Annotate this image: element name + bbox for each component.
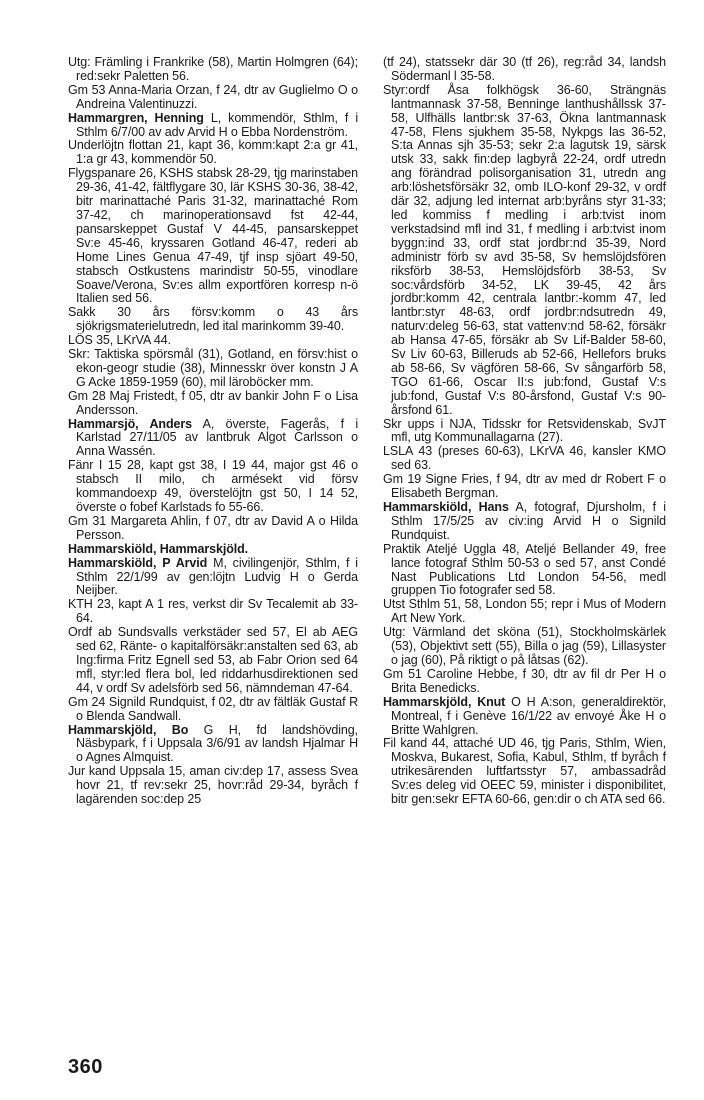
entry-text: Utst Sthlm 51, 58, London 55; repr i Mus of Modern Art New York. bbox=[383, 597, 666, 626]
entry-text: Ordf ab Sundsvalls verkstäder sed 57, El ab AEG sed 62, Ränte- o kapitalförsäkr:anstalten sed 63, ab Ing:firma Fritz Egnell sed 53, ab Fabr Orion sed 64 mfl, styr:led flera bol, led riddarhusdirektionen sed 44, v ordf Sv adelsförb sed 56, nämndeman 47-64. bbox=[68, 625, 358, 695]
entry-paragraph bbox=[68, 459, 358, 515]
entry-paragraph bbox=[68, 167, 358, 306]
entry-text: KTH 23, kapt A 1 res, verkst dir Sv Tecalemit ab 33-64. bbox=[68, 597, 358, 626]
entry-paragraph bbox=[383, 626, 666, 668]
entry-text: L, kommendör, Sthlm, f i Sthlm 6/7/00 av adv Arvid H o Ebba Nordenström. bbox=[76, 110, 359, 139]
entry-paragraph bbox=[383, 737, 666, 807]
entry-text: LSLA 43 (preses 60-63), LKrVA 46, kansler KMO sed 63. bbox=[383, 444, 666, 473]
entry-paragraph bbox=[68, 557, 358, 599]
entry-text: Gm 24 Signild Rundquist, f 02, dtr av fältläk Gustaf R o Blenda Sandwall. bbox=[68, 694, 358, 723]
left-column bbox=[68, 56, 358, 807]
entry-surname: Hammarskjöld, bbox=[383, 694, 478, 709]
entry-paragraph bbox=[68, 306, 358, 334]
entry-text: Praktik Ateljé Uggla 48, Ateljé Bellander 49, free lance fotograf Sthlm 50-53 o sed 57, anst Condé Nast Publications Ltd London 54-56, medl gruppen Tio fotografer sed 58. bbox=[383, 541, 666, 598]
entry-surname: Hammarskiöld, bbox=[68, 555, 163, 570]
entry-text: O H A:son, generaldirektör, Montreal, f i Genève 16/1/22 av envoyé Åke H o Britte Wahlgren. bbox=[391, 694, 666, 737]
entry-text: Flygspanare 26, KSHS stabsk 28-29, tjg marinstaben 29-36, 41-42, fältflygare 30, lär KSHS 30-36, 38-42, bitr marinattaché Paris 31-32, marinattaché Rom 37-42, ch marinoperationsavd fst 42-44, pansarskeppet Gustaf V 44-45, pansarskeppet Sv:e 45-46, kryssaren Gotland 46-47, rederi ab Home Lines Genua 47-49, tjf insp sjöart 49-50, stabsch Ostkustens marindistr 50-55, vinodlare Soave/Verona, Sv:es allm exportfören korresp n-ö Italien sed 56. bbox=[68, 166, 358, 306]
entry-paragraph bbox=[383, 84, 666, 418]
entry-paragraph bbox=[68, 626, 358, 696]
entry-text: Gm 28 Maj Fristedt, f 05, dtr av bankir John F o Lisa Andersson. bbox=[68, 388, 358, 417]
entry-paragraph bbox=[68, 56, 358, 84]
entry-text: M, civilingenjör, Sthlm, f i Sthlm 22/1/99 av gen:löjtn Ludvig H o Gerda Neijber. bbox=[76, 555, 358, 598]
entry-surname: Hammarsjö, bbox=[68, 416, 150, 431]
entry-text: Skr upps i NJA, Tidsskr for Retsvidenskab, SvJT mfl, utg Kommunallagarna (27). bbox=[383, 416, 666, 445]
entry-surname: Hammarskiöld, Hammarskjöld. bbox=[68, 541, 249, 556]
entry-surname: Hammarskiöld, bbox=[383, 500, 479, 514]
entry-text: Sakk 30 års försv:komm o 43 års sjökrigsmaterielutredn, led ital marinkomm 39-40. bbox=[68, 305, 358, 334]
entry-text: A, överste, Fagerås, f i Karlstad 27/11/05 av lantbruk Algot Carlsson o Anna Wassén. bbox=[76, 416, 359, 459]
entry-text: Fil kand 44, attaché UD 46, tjg Paris, Sthlm, Wien, Moskva, Bukarest, Sofia, Kabul, Sthlm, tf byråch f utrikesärenden luftfartsstyr 57, ambassadråd Sv:es deleg vid OEEC 59, minister i disponibilitet, bitr gen:sekr EFTA 60-66, gen:dir o ch ATA sed 66. bbox=[383, 736, 666, 807]
entry-given-name: Bo bbox=[171, 722, 189, 737]
entry-given-name: P Arvid bbox=[162, 555, 208, 570]
entry-text: LÖS 35, LKrVA 44. bbox=[68, 333, 171, 348]
entry-text: Utg: Värmland det sköna (51), Stockholmskärlek (53), Objektivt sett (55), Billa o jag (59), Lillasyster o jag (60), På riktigt o på låtsas (62). bbox=[383, 625, 666, 667]
entry-paragraph bbox=[68, 515, 358, 543]
entry-paragraph bbox=[68, 418, 358, 460]
entry-paragraph bbox=[383, 56, 666, 84]
entry-text: Skr: Taktiska spörsmål (31), Gotland, en försv:hist o ekon-geogr studie (38), Minnesskr över konstn J A G Acke 1859-1959 (60), mil läroböcker mm. bbox=[68, 347, 358, 389]
entry-text: G H, fd landshövding, Näsbypark, f i Uppsala 3/6/91 av landsh Hjalmar H o Agnes Almquist. bbox=[76, 722, 358, 765]
entry-text: Gm 19 Signe Fries, f 94, dtr av med dr Robert F o Elisabeth Bergman. bbox=[383, 472, 666, 501]
entry-paragraph bbox=[68, 348, 358, 390]
entry-paragraph bbox=[383, 473, 666, 501]
right-column bbox=[383, 56, 666, 807]
entry-paragraph bbox=[68, 765, 358, 807]
entry-paragraph bbox=[68, 334, 358, 348]
entry-given-name: Hans bbox=[478, 500, 509, 514]
entry-paragraph bbox=[68, 724, 358, 766]
entry-text: Utg: Främling i Frankrike (58), Martin Holmgren (64); red:sekr Paletten 56. bbox=[68, 55, 358, 83]
entry-paragraph bbox=[383, 543, 666, 599]
entry-paragraph bbox=[68, 598, 358, 626]
entry-text: Styr:ordf Åsa folkhögsk 36-60, Strängnäs lantmannask 37-58, Benninge lanthushållssk 37-58, Ulfhälls lantbr:sk 37-63, Ökna lantmannask 47-58, Flens sjukhem 35-58, Nykpgs las 36-52, S:ta Annas sjh 35-53; sekr 2:a lagutsk 19, särsk utsk 33, sakk fin:dep lagbyrå 22-24, ordf utredn ang förändrad polisorganisation 31, utredn ang arb:löshetsförsäkr 32, omb ILO-konf 29-32, v ordf där 32, adjung led internat arb:byråns styr 31-33; led kommiss f medling i arb:tvist inom verkstadsind mfl ind 31, f medling i arb:tvist inom byggn:ind 33, ordf stat jordbr:nd 35-39, Nord administr förb sv avd 35-58, Sv hemslöjdsfören riksförb 38-53, Hemslöjdsförb 38-53, Sv soc:vårdsförb 34-52, LK 39-45, 42 års jordbr:komm 42, centrala lantbr:-komm 47, led lantbr:styr 48-63, ordf jordbr:ndsutredn 49, naturv:deleg 56-63, stat vattenv:nd 58-62, försäkr ab Hansa 47-65, försäkr ab Sv Lif-Balder 58-60, Sv Liv 60-63, Billeruds ab 52-66, Hellefors bruks ab 58-66, Sv vägfören 58-66, Sv sångarförb 58, TGO 61-66, Oscar II:s jub:fond, Gustaf V:s jub:fond, Gustaf V:s 80-årsfond, Gustaf V:s 90-årsfond 61. bbox=[383, 82, 666, 417]
entry-text: Fänr I 15 28, kapt gst 38, I 19 44, major gst 46 o stabsch II milo, ch armésekt vid försv kommandoexp 49, överstelöjtn gst 50, I 14 52, överste o fobef Karlstads fo 55-66. bbox=[68, 458, 358, 514]
entry-text: Jur kand Uppsala 15, aman civ:dep 17, assess Svea hovr 21, tf rev:sekr 25, hovr:råd 29-34, byråch f lagärenden soc:dep 25 bbox=[68, 764, 358, 807]
entry-text: Gm 51 Caroline Hebbe, f 30, dtr av fil dr Per H o Brita Benedicks. bbox=[383, 666, 666, 695]
entry-surname: Hammargren, bbox=[68, 110, 155, 125]
entry-paragraph bbox=[383, 445, 666, 473]
entry-given-name: Anders bbox=[149, 416, 192, 431]
entry-paragraph bbox=[383, 668, 666, 696]
entry-paragraph bbox=[383, 696, 666, 738]
entry-paragraph bbox=[68, 696, 358, 724]
entry-paragraph bbox=[68, 112, 358, 140]
entry-text: (tf 24), statssekr där 30 (tf 26), reg:råd 34, landsh Södermanl l 35-58. bbox=[383, 55, 666, 83]
entry-paragraph bbox=[383, 598, 666, 626]
entry-surname: Hammarskjöld, bbox=[68, 722, 172, 737]
entry-paragraph bbox=[68, 84, 358, 112]
entry-text: Gm 53 Anna-Maria Orzan, f 24, dtr av Guglielmo O o Andreina Valentinuzzi. bbox=[68, 82, 358, 111]
entry-paragraph bbox=[68, 543, 358, 557]
entry-paragraph bbox=[383, 418, 666, 446]
entry-paragraph bbox=[68, 139, 358, 167]
entry-text: Underlöjtn flottan 21, kapt 36, komm:kapt 2:a gr 41, 1:a gr 43, kommendör 50. bbox=[68, 138, 358, 167]
entry-paragraph bbox=[68, 390, 358, 418]
entry-given-name: Knut bbox=[477, 694, 506, 709]
page-number: 360 bbox=[68, 1056, 103, 1078]
entry-text: A, fotograf, Djursholm, f i Sthlm 17/5/25 av civ:ing Arvid H o Signild Rundquist. bbox=[391, 500, 666, 542]
entry-paragraph bbox=[383, 501, 666, 543]
entry-text: Gm 31 Margareta Ahlin, f 07, dtr av David A o Hilda Persson. bbox=[68, 513, 358, 542]
entry-given-name: Henning bbox=[154, 110, 204, 125]
